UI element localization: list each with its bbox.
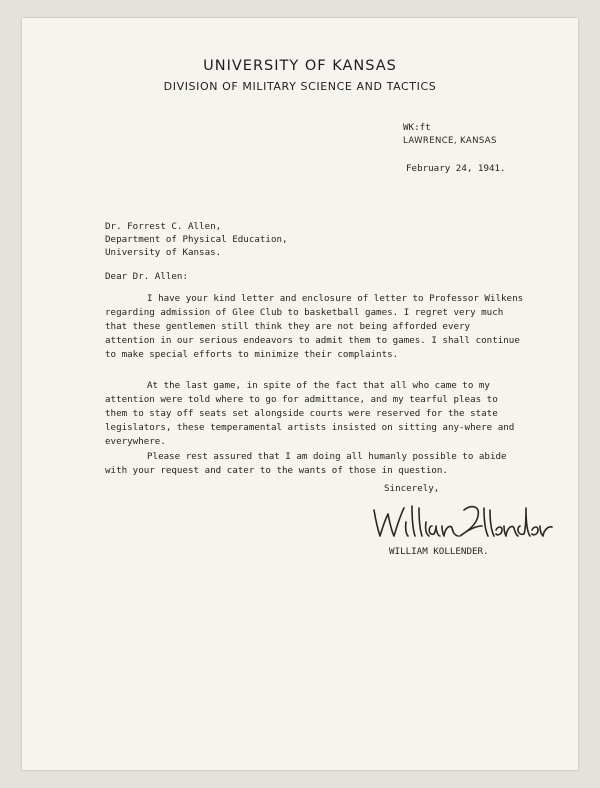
salutation: Dear Dr. Allen: [105, 271, 188, 282]
recipient-department: Department of Physical Education, [105, 234, 288, 245]
handwritten-signature [368, 496, 558, 548]
closing: Sincerely, [384, 483, 440, 494]
body-paragraph-3: Please rest assured that I am doing all humanly possible to abide with your request and cater to the wants of those in question. [105, 451, 507, 476]
body-paragraph-2: At the last game, in spite of the fact that all who came to my attention were told where to go for admittance, and my tearful pleas to them to stay off seats set alongside courts were reserved for the state legislators, these temperamental artists insisted on sitting any-where and everywhere. [105, 380, 515, 447]
recipient-name: Dr. Forrest C. Allen, [105, 221, 222, 232]
letterhead-division: DIVISION OF MILITARY SCIENCE AND TACTICS [163, 80, 437, 93]
letterhead-city: LAWRENCE, KANSAS [403, 136, 497, 146]
letter-date: February 24, 1941. [406, 163, 506, 174]
letterhead-title: UNIVERSITY OF KANSAS [203, 58, 397, 74]
signer-name: WILLIAM KOLLENDER. [389, 546, 489, 557]
body-paragraph-1: I have your kind letter and enclosure of letter to Professor Wilkens regarding admission of Glee Club to basketball games. I regret very much that these gentlemen still think they are not being afforded every attention in our serious endeavors to admit them to games. I shall continue to make special efforts to minimize their complaints. [105, 293, 524, 360]
reference-initials: WK:ft [403, 122, 431, 133]
recipient-institution: University of Kansas. [105, 247, 222, 258]
